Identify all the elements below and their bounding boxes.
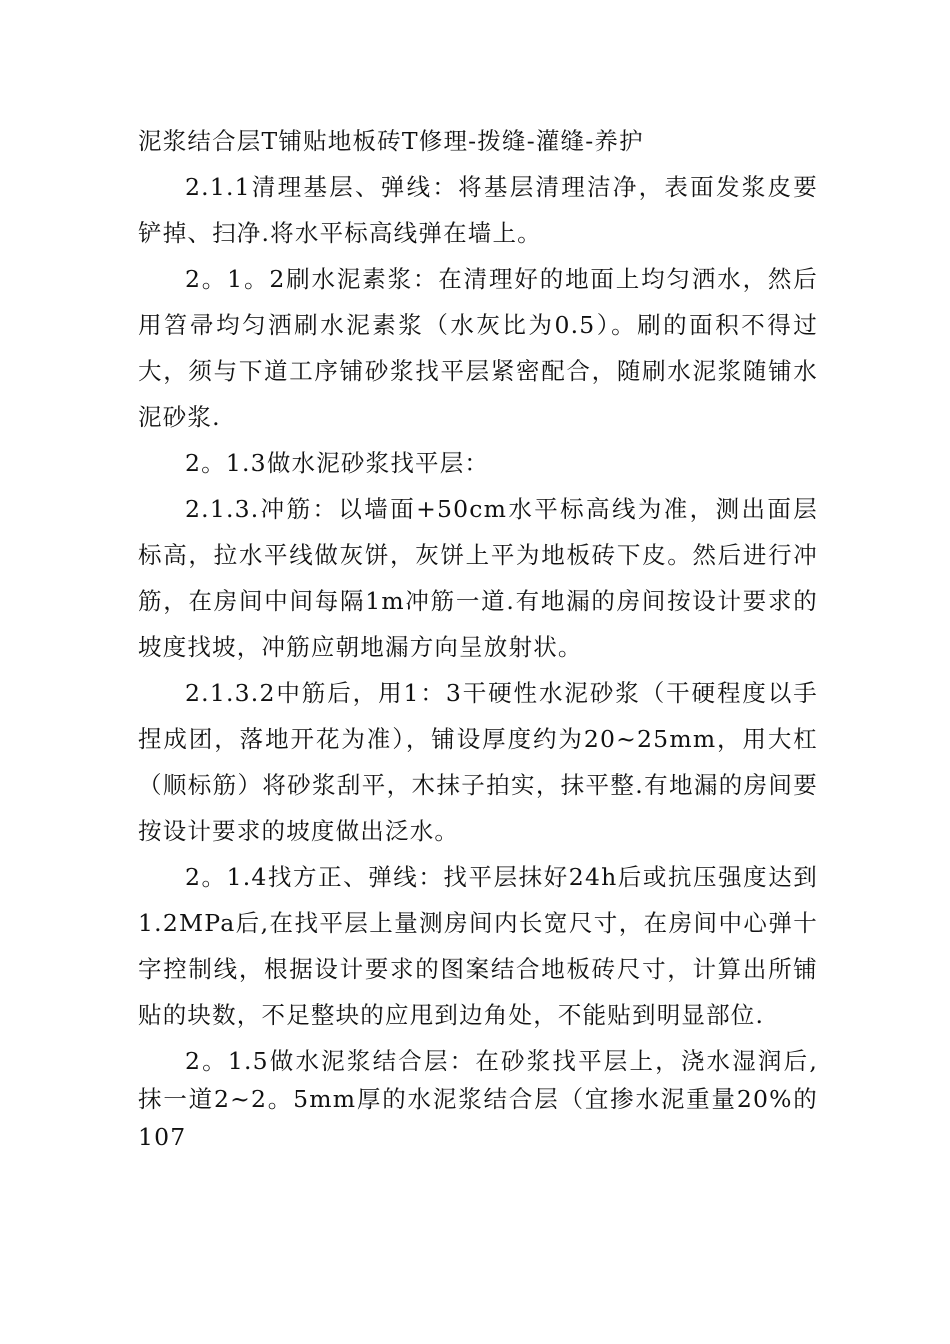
paragraph-2-1-5: 2。1.5做水泥浆结合层：在砂浆找平层上，浇水湿润后,抹一道2~2。5mm厚的水泥浆结合层（宜掺水泥重量20%的107 (138, 1047, 818, 1151)
paragraph-process-flow: 泥浆结合层T铺贴地板砖T修理-拨缝-灌缝-养护 (138, 127, 644, 155)
paragraph-2-1-3-1: 2.1.3.冲筋：以墙面+50cm水平标高线为准，测出面层标高，拉水平线做灰饼，灰饼上平为地板砖下皮。然后进行冲筋，在房间中间每隔1m冲筋一道.有地漏的房间按设计要求的坡度找坡，冲筋应朝地漏方向呈放射状。 (138, 495, 818, 661)
paragraph-2-1-3: 2。1.3做水泥砂浆找平层： (185, 449, 490, 477)
paragraph-2-1-2: 2。1。2刷水泥素浆：在清理好的地面上均匀洒水，然后用笤帚均匀洒刷水泥素浆（水灰比为0.5）。刷的面积不得过大，须与下道工序铺砂浆找平层紧密配合，随刷水泥浆随铺水泥砂浆. (138, 265, 818, 431)
paragraph-2-1-4: 2。1.4找方正、弹线：找平层抹好24h后或抗压强度达到1.2MPa后,在找平层上量测房间内长宽尺寸，在房间中心弹十字控制线，根据设计要求的图案结合地板砖尺寸，计算出所铺贴的块数，不足整块的应甩到边角处，不能贴到明显部位. (138, 863, 818, 1029)
document-body (138, 118, 818, 1156)
paragraph-2-1-3-2: 2.1.3.2中筋后，用1：3干硬性水泥砂浆（干硬程度以手捏成团，落地开花为准），铺设厚度约为20~25mm，用大杠（顺标筋）将砂浆刮平，木抹子拍实，抹平整.有地漏的房间要按设计要求的坡度做出泛水。 (138, 679, 818, 845)
paragraph-2-1-1: 2.1.1清理基层、弹线：将基层清理洁净，表面发浆皮要铲掉、扫净.将水平标高线弹在墙上。 (138, 173, 818, 247)
